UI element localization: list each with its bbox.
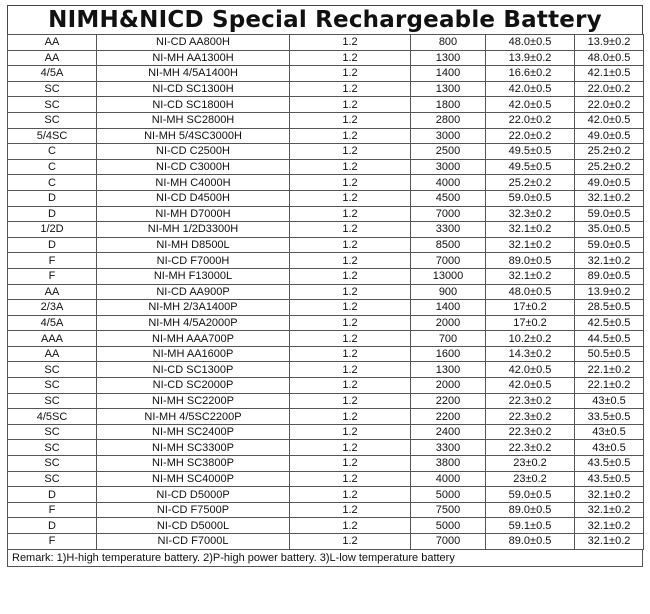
height-cell: 44.5±0.5 [575,331,644,347]
diameter-cell: 42.0±0.5 [486,97,575,113]
table-row [8,66,644,82]
capacity-cell: 3300 [411,440,486,456]
size-cell: D [8,487,97,503]
capacity-cell: 2200 [411,393,486,409]
diameter-cell: 59.0±0.5 [486,487,575,503]
model-cell: NI-CD D4500H [97,190,290,206]
model-cell: NI-MH AAA700P [97,331,290,347]
table-row [8,502,644,518]
voltage-cell: 1.2 [290,300,411,316]
capacity-cell: 7000 [411,534,486,550]
voltage-cell: 1.2 [290,268,411,284]
diameter-cell: 22.3±0.2 [486,440,575,456]
capacity-cell: 4000 [411,175,486,191]
table-row [8,237,644,253]
table-row [8,440,644,456]
size-cell: SC [8,424,97,440]
size-cell: F [8,502,97,518]
capacity-cell: 3000 [411,128,486,144]
table-row [8,206,644,222]
size-cell: AA [8,35,97,51]
voltage-cell: 1.2 [290,487,411,503]
size-cell: SC [8,97,97,113]
model-cell: NI-MH D8500L [97,237,290,253]
model-cell: NI-MH SC2800H [97,112,290,128]
height-cell: 49.0±0.5 [575,175,644,191]
model-cell: NI-MH SC2400P [97,424,290,440]
height-cell: 22.1±0.2 [575,362,644,378]
voltage-cell: 1.2 [290,471,411,487]
voltage-cell: 1.2 [290,144,411,160]
model-cell: NI-CD SC1300P [97,362,290,378]
table-row [8,362,644,378]
size-cell: AA [8,284,97,300]
model-cell: NI-CD F7500P [97,502,290,518]
table-row [8,190,644,206]
model-cell: NI-MH F13000L [97,268,290,284]
diameter-cell: 22.3±0.2 [486,409,575,425]
diameter-cell: 59.1±0.5 [486,518,575,534]
height-cell: 59.0±0.5 [575,206,644,222]
diameter-cell: 42.0±0.5 [486,378,575,394]
model-cell: NI-MH 4/5SC2200P [97,409,290,425]
diameter-cell: 10.2±0.2 [486,331,575,347]
voltage-cell: 1.2 [290,534,411,550]
battery-table-body [8,35,644,550]
size-cell: AA [8,50,97,66]
voltage-cell: 1.2 [290,159,411,175]
model-cell: NI-CD AA800H [97,35,290,51]
remark-note: Remark: 1)H-high temperature battery. 2)P-high power battery. 3)L-low temperature battery [7,550,643,567]
model-cell: NI-MH SC4000P [97,471,290,487]
voltage-cell: 1.2 [290,440,411,456]
table-row [8,409,644,425]
voltage-cell: 1.2 [290,409,411,425]
size-cell: D [8,206,97,222]
size-cell: 2/3A [8,300,97,316]
table-row [8,331,644,347]
capacity-cell: 2500 [411,144,486,160]
table-row [8,268,644,284]
voltage-cell: 1.2 [290,518,411,534]
diameter-cell: 16.6±0.2 [486,66,575,82]
height-cell: 42.5±0.5 [575,315,644,331]
model-cell: NI-MH SC2200P [97,393,290,409]
capacity-cell: 5000 [411,518,486,534]
battery-spec-sheet [7,5,643,567]
size-cell: SC [8,378,97,394]
diameter-cell: 32.1±0.2 [486,237,575,253]
voltage-cell: 1.2 [290,35,411,51]
height-cell: 42.1±0.5 [575,66,644,82]
model-cell: NI-MH 4/5A1400H [97,66,290,82]
size-cell: D [8,237,97,253]
height-cell: 89.0±0.5 [575,268,644,284]
height-cell: 43±0.5 [575,440,644,456]
table-row [8,35,644,51]
table-row [8,175,644,191]
capacity-cell: 8500 [411,237,486,253]
voltage-cell: 1.2 [290,81,411,97]
voltage-cell: 1.2 [290,393,411,409]
model-cell: NI-MH AA1300H [97,50,290,66]
size-cell: SC [8,471,97,487]
diameter-cell: 22.3±0.2 [486,393,575,409]
diameter-cell: 22.3±0.2 [486,424,575,440]
table-row [8,518,644,534]
table-row [8,253,644,269]
height-cell: 50.5±0.5 [575,346,644,362]
capacity-cell: 3000 [411,159,486,175]
table-row [8,471,644,487]
voltage-cell: 1.2 [290,456,411,472]
voltage-cell: 1.2 [290,66,411,82]
table-row [8,424,644,440]
height-cell: 43±0.5 [575,393,644,409]
voltage-cell: 1.2 [290,112,411,128]
height-cell: 33.5±0.5 [575,409,644,425]
voltage-cell: 1.2 [290,237,411,253]
diameter-cell: 17±0.2 [486,315,575,331]
diameter-cell: 89.0±0.5 [486,253,575,269]
voltage-cell: 1.2 [290,362,411,378]
height-cell: 43.5±0.5 [575,456,644,472]
height-cell: 13.9±0.2 [575,35,644,51]
table-row [8,222,644,238]
model-cell: NI-MH D7000H [97,206,290,222]
diameter-cell: 42.0±0.5 [486,362,575,378]
voltage-cell: 1.2 [290,97,411,113]
diameter-cell: 42.0±0.5 [486,81,575,97]
capacity-cell: 7000 [411,206,486,222]
diameter-cell: 17±0.2 [486,300,575,316]
height-cell: 43±0.5 [575,424,644,440]
diameter-cell: 13.9±0.2 [486,50,575,66]
size-cell: SC [8,81,97,97]
table-row [8,393,644,409]
voltage-cell: 1.2 [290,315,411,331]
model-cell: NI-MH 2/3A1400P [97,300,290,316]
model-cell: NI-CD D5000L [97,518,290,534]
height-cell: 35.0±0.5 [575,222,644,238]
height-cell: 48.0±0.5 [575,50,644,66]
diameter-cell: 14.3±0.2 [486,346,575,362]
diameter-cell: 89.0±0.5 [486,502,575,518]
capacity-cell: 700 [411,331,486,347]
diameter-cell: 48.0±0.5 [486,284,575,300]
voltage-cell: 1.2 [290,50,411,66]
voltage-cell: 1.2 [290,331,411,347]
size-cell: SC [8,393,97,409]
model-cell: NI-CD F7000L [97,534,290,550]
height-cell: 22.0±0.2 [575,81,644,97]
capacity-cell: 900 [411,284,486,300]
capacity-cell: 13000 [411,268,486,284]
diameter-cell: 22.0±0.2 [486,112,575,128]
capacity-cell: 1600 [411,346,486,362]
capacity-cell: 2800 [411,112,486,128]
capacity-cell: 1800 [411,97,486,113]
diameter-cell: 23±0.2 [486,456,575,472]
height-cell: 32.1±0.2 [575,534,644,550]
model-cell: NI-MH SC3300P [97,440,290,456]
model-cell: NI-CD AA900P [97,284,290,300]
diameter-cell: 49.5±0.5 [486,144,575,160]
voltage-cell: 1.2 [290,222,411,238]
height-cell: 25.2±0.2 [575,144,644,160]
table-row [8,487,644,503]
height-cell: 32.1±0.2 [575,502,644,518]
height-cell: 13.9±0.2 [575,284,644,300]
size-cell: 4/5A [8,315,97,331]
size-cell: F [8,253,97,269]
capacity-cell: 2400 [411,424,486,440]
table-row [8,128,644,144]
diameter-cell: 89.0±0.5 [486,534,575,550]
capacity-cell: 1400 [411,66,486,82]
table-row [8,534,644,550]
size-cell: D [8,190,97,206]
size-cell: C [8,175,97,191]
diameter-cell: 32.3±0.2 [486,206,575,222]
voltage-cell: 1.2 [290,253,411,269]
model-cell: NI-CD F7000H [97,253,290,269]
model-cell: NI-CD D5000P [97,487,290,503]
voltage-cell: 1.2 [290,206,411,222]
table-row [8,112,644,128]
capacity-cell: 800 [411,35,486,51]
battery-table [7,34,644,550]
height-cell: 32.1±0.2 [575,518,644,534]
height-cell: 22.0±0.2 [575,97,644,113]
size-cell: F [8,534,97,550]
size-cell: SC [8,456,97,472]
capacity-cell: 3300 [411,222,486,238]
voltage-cell: 1.2 [290,502,411,518]
height-cell: 42.0±0.5 [575,112,644,128]
model-cell: NI-MH C4000H [97,175,290,191]
capacity-cell: 1300 [411,50,486,66]
capacity-cell: 4000 [411,471,486,487]
size-cell: SC [8,440,97,456]
diameter-cell: 23±0.2 [486,471,575,487]
model-cell: NI-MH 4/5A2000P [97,315,290,331]
diameter-cell: 59.0±0.5 [486,190,575,206]
capacity-cell: 7000 [411,253,486,269]
voltage-cell: 1.2 [290,175,411,191]
size-cell: 1/2D [8,222,97,238]
model-cell: NI-CD SC1300H [97,81,290,97]
voltage-cell: 1.2 [290,378,411,394]
height-cell: 32.1±0.2 [575,253,644,269]
diameter-cell: 49.5±0.5 [486,159,575,175]
height-cell: 25.2±0.2 [575,159,644,175]
size-cell: 5/4SC [8,128,97,144]
model-cell: NI-CD SC2000P [97,378,290,394]
size-cell: 4/5SC [8,409,97,425]
size-cell: F [8,268,97,284]
table-row [8,144,644,160]
capacity-cell: 4500 [411,190,486,206]
size-cell: AAA [8,331,97,347]
size-cell: AA [8,346,97,362]
height-cell: 32.1±0.2 [575,190,644,206]
size-cell: 4/5A [8,66,97,82]
table-row [8,346,644,362]
model-cell: NI-MH 1/2D3300H [97,222,290,238]
diameter-cell: 48.0±0.5 [486,35,575,51]
model-cell: NI-CD C2500H [97,144,290,160]
capacity-cell: 1300 [411,81,486,97]
size-cell: C [8,144,97,160]
capacity-cell: 1400 [411,300,486,316]
diameter-cell: 32.1±0.2 [486,222,575,238]
table-row [8,97,644,113]
diameter-cell: 32.1±0.2 [486,268,575,284]
diameter-cell: 25.2±0.2 [486,175,575,191]
model-cell: NI-MH 5/4SC3000H [97,128,290,144]
voltage-cell: 1.2 [290,346,411,362]
height-cell: 43.5±0.5 [575,471,644,487]
voltage-cell: 1.2 [290,128,411,144]
table-row [8,315,644,331]
voltage-cell: 1.2 [290,424,411,440]
capacity-cell: 5000 [411,487,486,503]
capacity-cell: 2200 [411,409,486,425]
table-row [8,456,644,472]
table-row [8,50,644,66]
table-row [8,284,644,300]
height-cell: 59.0±0.5 [575,237,644,253]
capacity-cell: 2000 [411,315,486,331]
table-row [8,159,644,175]
diameter-cell: 22.0±0.2 [486,128,575,144]
voltage-cell: 1.2 [290,190,411,206]
capacity-cell: 2000 [411,378,486,394]
model-cell: NI-CD C3000H [97,159,290,175]
size-cell: C [8,159,97,175]
table-row [8,378,644,394]
height-cell: 28.5±0.5 [575,300,644,316]
page-title: NIMH&NICD Special Rechargeable Battery [7,5,643,34]
capacity-cell: 3800 [411,456,486,472]
size-cell: SC [8,362,97,378]
model-cell: NI-MH SC3800P [97,456,290,472]
table-row [8,300,644,316]
table-row [8,81,644,97]
voltage-cell: 1.2 [290,284,411,300]
model-cell: NI-CD SC1800H [97,97,290,113]
height-cell: 49.0±0.5 [575,128,644,144]
capacity-cell: 1300 [411,362,486,378]
capacity-cell: 7500 [411,502,486,518]
height-cell: 22.1±0.2 [575,378,644,394]
size-cell: D [8,518,97,534]
height-cell: 32.1±0.2 [575,487,644,503]
size-cell: SC [8,112,97,128]
model-cell: NI-MH AA1600P [97,346,290,362]
